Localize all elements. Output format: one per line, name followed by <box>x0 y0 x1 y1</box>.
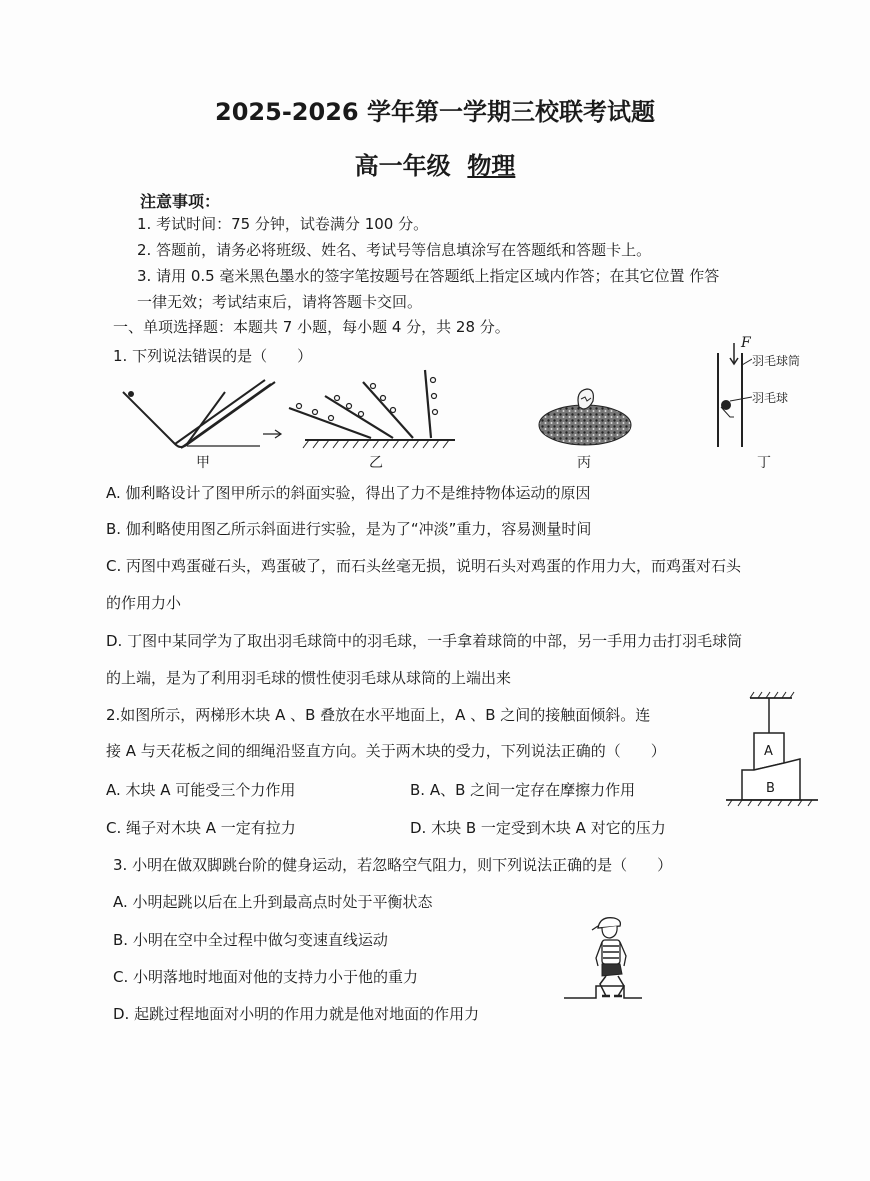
notice-heading: 注意事项： <box>140 192 221 211</box>
q1-option-b: B. 伽利略使用图乙所示斜面进行实验，是为了“冲淡”重力，容易测量时间 <box>106 520 592 538</box>
figure-label-bing: 丙 <box>577 455 591 471</box>
exam-subtitle <box>0 146 870 181</box>
figure-label-ding: 丁 <box>757 455 771 471</box>
q1-option-d: D. 丁图中某同学为了取出羽毛球筒中的羽毛球，一手拿着球筒的中部，另一手用力击打羽毛球筒 <box>106 632 743 650</box>
q2-option-d: D. 木块 B 一定受到木块 A 对它的压力 <box>410 819 666 837</box>
exam-title: 2025-2026 学年第一学期三校联考试题 <box>215 98 655 126</box>
figure-label-yi: 乙 <box>369 455 383 471</box>
q1-option-d-cont: 的上端，是为了利用羽毛球的惯性使羽毛球从球筒的上端出来 <box>106 669 512 687</box>
q1-stem: 1. 下列说法错误的是（ ） <box>113 347 313 365</box>
subject-label: 物理 <box>467 152 516 180</box>
notice-item-1: 1. 考试时间：75 分钟，试卷满分 100 分。 <box>137 215 429 233</box>
q2-stem-cont: 接 A 与天花板之间的细绳沿竖直方向。关于两木块的受力，下列说法正确的（ ） <box>106 742 666 760</box>
q2-stem: 2.如图所示，两梯形木块 A 、B 叠放在水平地面上，A 、B 之间的接触面倾斜。连 <box>106 706 651 724</box>
block-b-label: B <box>766 781 775 796</box>
q2-option-b: B. A、B 之间一定存在摩擦力作用 <box>410 781 636 799</box>
ball-label: 羽毛球 <box>752 391 789 405</box>
q3-stem: 3. 小明在做双脚跳台阶的健身运动，若忽略空气阻力，则下列说法正确的是（ ） <box>113 856 673 874</box>
q3-option-b: B. 小明在空中全过程中做匀变速直线运动 <box>113 931 388 949</box>
q3-option-c: C. 小明落地时地面对他的支持力小于他的重力 <box>113 968 419 986</box>
notice-item-3: 3. 请用 0.5 毫米黑色墨水的签字笔按题号在答题纸上指定区域内作答；在其它位置 作答 <box>137 267 720 285</box>
figure-label-jia: 甲 <box>196 455 210 471</box>
q1-option-a: A. 伽利略设计了图甲所示的斜面实验，得出了力不是维持物体运动的原因 <box>106 484 591 502</box>
grade-label: 高一年级 <box>354 152 451 180</box>
q1-option-c: C. 丙图中鸡蛋碰石头，鸡蛋破了，而石头丝毫无损，说明石头对鸡蛋的作用力大，而鸡蛋对石头 <box>106 557 742 575</box>
figure-ding <box>712 343 752 453</box>
q2-option-c: C. 绳子对木块 A 一定有拉力 <box>106 819 296 837</box>
q3-option-a: A. 小明起跳以后在上升到最高点时处于平衡状态 <box>113 893 433 911</box>
figure-yi <box>285 366 460 450</box>
section-heading: 一、单项选择题：本题共 7 小题，每小题 4 分，共 28 分。 <box>113 318 510 336</box>
notice-item-3-cont: 一律无效；考试结束后，请将答题卡交回。 <box>137 293 423 311</box>
q2-option-a: A. 木块 A 可能受三个力作用 <box>106 781 296 799</box>
q1-option-c-cont: 的作用力小 <box>106 594 182 612</box>
notice-item-2: 2. 答题前，请务必将班级、姓名、考试号等信息填涂写在答题纸和答题卡上。 <box>137 241 652 259</box>
q3-option-d: D. 起跳过程地面对小明的作用力就是他对地面的作用力 <box>113 1005 480 1023</box>
block-a-label: A <box>764 744 773 759</box>
figure-jia <box>115 378 285 450</box>
tube-label: 羽毛球筒 <box>752 354 801 368</box>
q3-jumping-boy-figure <box>562 910 672 1012</box>
figure-bing <box>535 383 635 447</box>
force-label: F <box>741 335 751 351</box>
